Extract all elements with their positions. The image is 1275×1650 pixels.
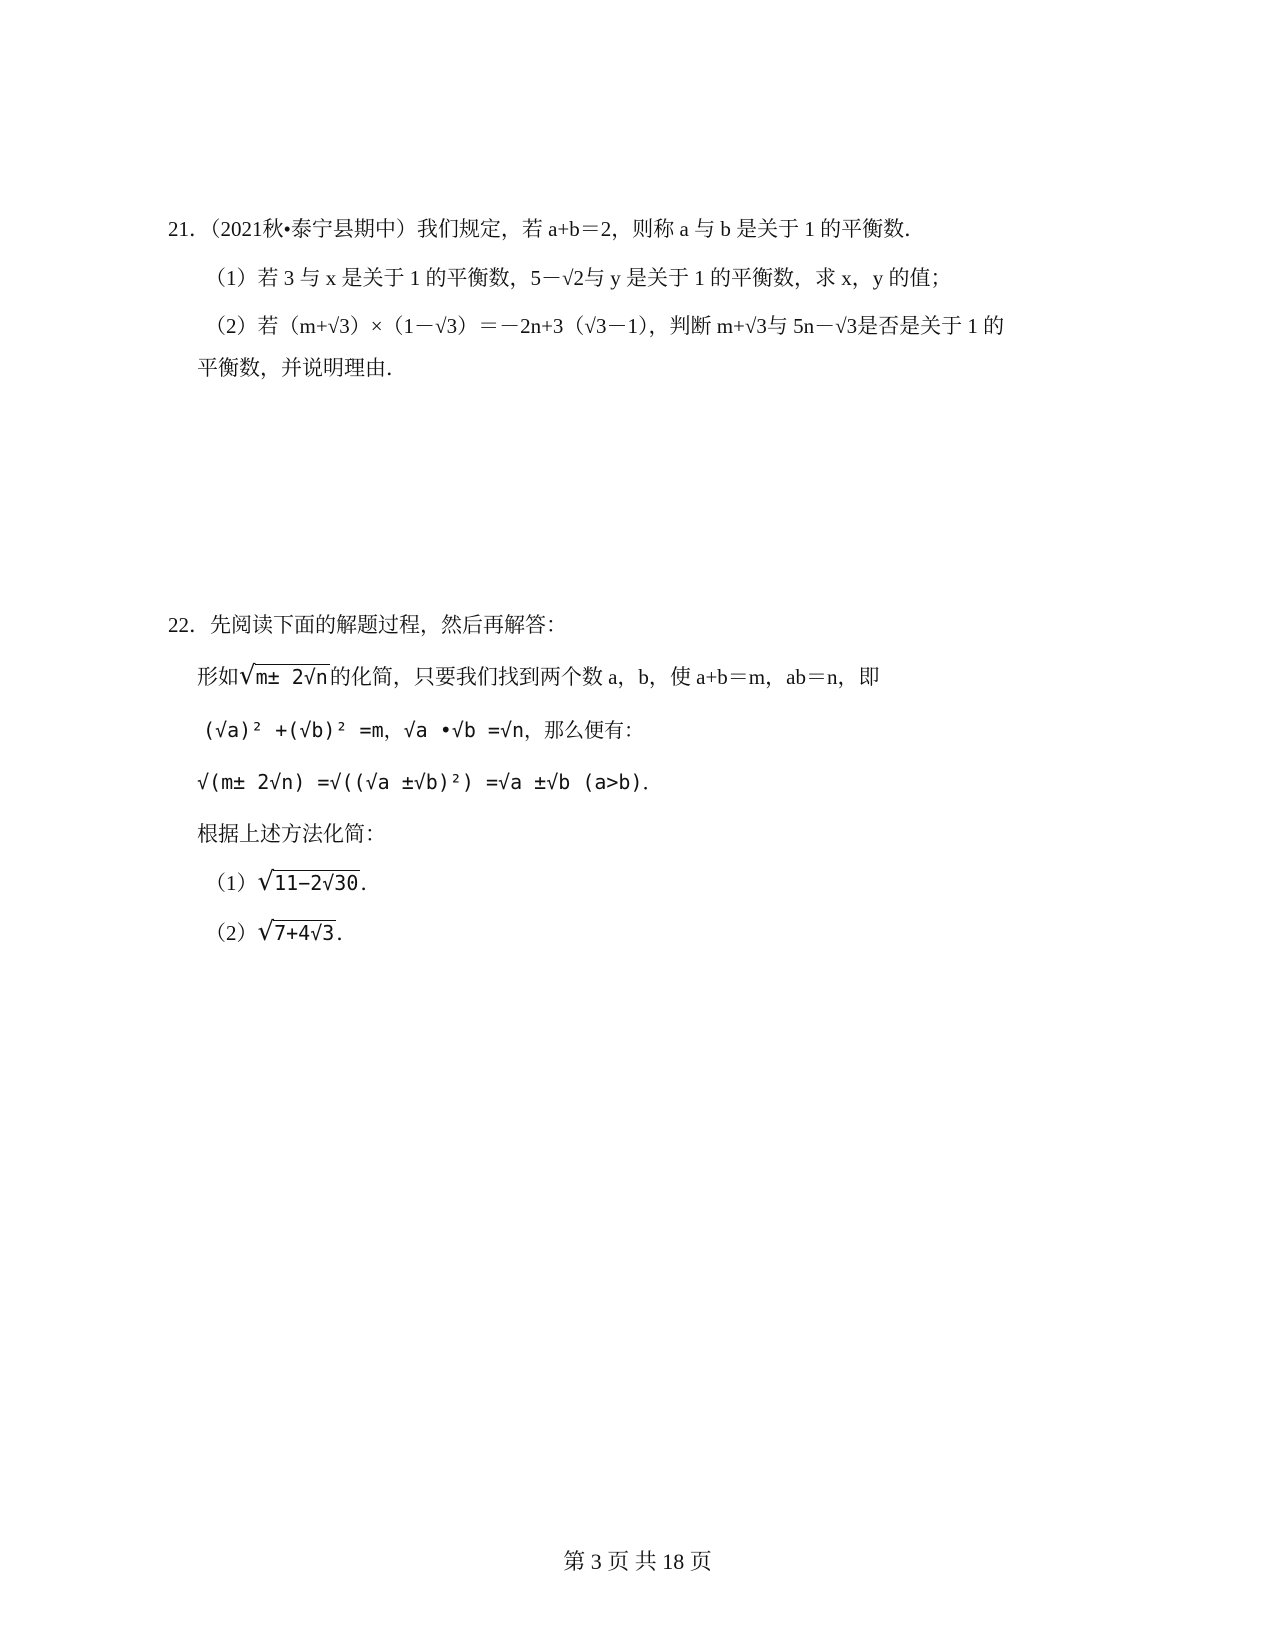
page-footer	[0, 1545, 1275, 1576]
q22-sub1-end: ．	[360, 871, 382, 895]
q22-method	[197, 820, 386, 848]
q21-heading	[168, 215, 925, 243]
q22-intro-radicand: m± 2√n	[255, 665, 328, 689]
q22-sub1-radical	[258, 868, 361, 897]
sqrt-icon: √	[239, 661, 256, 691]
q22-intro-radical	[239, 662, 330, 691]
q21-part1	[205, 264, 952, 292]
q21-part2-text-line1: （2）若（m+√3）×（1－√3）＝－2n+3（√3－1），判断 m+√3与 5n－√3是否是关于 1 的	[205, 314, 1005, 338]
q22-heading	[168, 611, 567, 639]
q22-sub2-end: ．	[336, 921, 358, 945]
q21-heading-text: 21．（2021秋•泰宁县期中）我们规定，若 a+b＝2，则称 a 与 b 是关于 1 的平衡数．	[168, 217, 926, 241]
q22-sub2-radicand: 7+4√3	[274, 921, 335, 945]
q21-part2-text-line2: 平衡数，并说明理由．	[197, 356, 407, 380]
sqrt-icon: √	[257, 867, 275, 897]
q22-equation-1	[203, 716, 644, 744]
q21-part2-line2	[197, 354, 407, 382]
q22-intro-post: 的化简，只要我们找到两个数 a，b，使 a+b＝m，ab＝n，即	[329, 665, 880, 689]
q21-part2-line1	[205, 312, 1004, 340]
q22-heading-text: 22．先阅读下面的解题过程，然后再解答：	[168, 613, 567, 637]
q22-equation-2	[197, 768, 663, 796]
q22-sub2	[205, 918, 357, 947]
q22-sub1-radicand: 11−2√30	[274, 871, 359, 895]
q22-sub2-radical	[258, 918, 337, 947]
q22-equation-2-text: √(m± 2√n) =√((√a ±√b)²) =√a ±√b (a>b)．	[197, 770, 663, 794]
q22-method-text: 根据上述方法化简：	[197, 822, 386, 846]
q21-part1-text: （1）若 3 与 x 是关于 1 的平衡数，5－√2与 y 是关于 1 的平衡数，求 x，y 的值；	[205, 266, 952, 290]
q22-intro	[197, 662, 879, 691]
page-number-text: 第 3 页 共 18 页	[563, 1549, 712, 1574]
sqrt-icon: √	[257, 917, 275, 947]
q22-sub2-label: （2）	[205, 921, 258, 945]
q22-intro-pre: 形如	[197, 665, 239, 689]
q22-sub1-label: （1）	[205, 871, 258, 895]
q22-sub1	[205, 868, 381, 897]
q22-equation-1-text: (√a)² +(√b)² =m，√a •√b =√n，那么便有：	[203, 718, 645, 742]
